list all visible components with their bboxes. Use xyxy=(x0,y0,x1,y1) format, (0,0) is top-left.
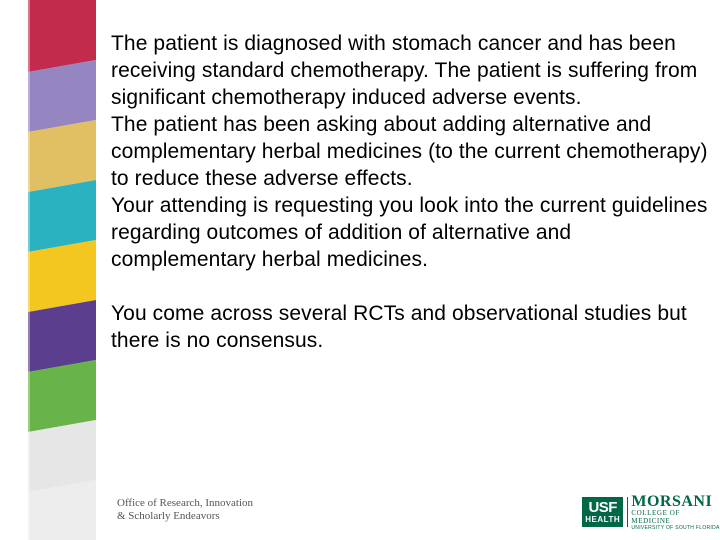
stripe-band xyxy=(28,0,96,72)
stripe-band xyxy=(28,240,96,312)
college-of-medicine-text: COLLEGE OF MEDICINE xyxy=(631,508,680,525)
university-text: UNIVERSITY OF SOUTH FLORIDA xyxy=(631,524,720,531)
morsani-name: MORSANI xyxy=(631,492,713,510)
office-line-1: Office of Research, Innovation xyxy=(117,497,254,509)
paragraph-attending-request: Your attending is requesting you look into the current guidelines regarding outcomes of addition of alternative and complementary herbal medicines. xyxy=(111,194,708,271)
stripe-band xyxy=(28,420,96,492)
paragraph-no-consensus: You come across several RCTs and observational studies but there is no consensus. xyxy=(111,302,687,352)
usf-health-logo xyxy=(582,497,623,527)
stripe-band xyxy=(28,60,96,132)
stripe-band xyxy=(28,180,96,252)
office-of-research-logo xyxy=(117,497,253,523)
slide-body xyxy=(111,30,711,354)
usf-logo-text: USF xyxy=(588,499,617,516)
health-text: HEALTH xyxy=(585,515,621,524)
paragraph-diagnosis: The patient is diagnosed with stomach cancer and has been receiving standard chemotherapy. The patient is suffering from significant chemotherapy induced adverse events. xyxy=(111,32,698,109)
stripe-band xyxy=(28,300,96,372)
stripe-band xyxy=(28,360,96,432)
stripe-graphic xyxy=(28,0,96,540)
office-line-2: & Scholarly Endeavors xyxy=(117,510,220,522)
logo-divider xyxy=(627,497,628,527)
stripe-highlight xyxy=(28,0,30,540)
paragraph-spacer xyxy=(111,273,711,300)
morsani-college-logo xyxy=(631,492,720,531)
stripe-band xyxy=(28,120,96,192)
usf-health-morsani-logo xyxy=(582,492,720,531)
decorative-stripe-bar xyxy=(28,0,96,540)
paragraph-patient-request: The patient has been asking about adding alternative and complementary herbal medicines (to the current chemotherapy) to reduce these adverse effects. xyxy=(111,113,708,190)
